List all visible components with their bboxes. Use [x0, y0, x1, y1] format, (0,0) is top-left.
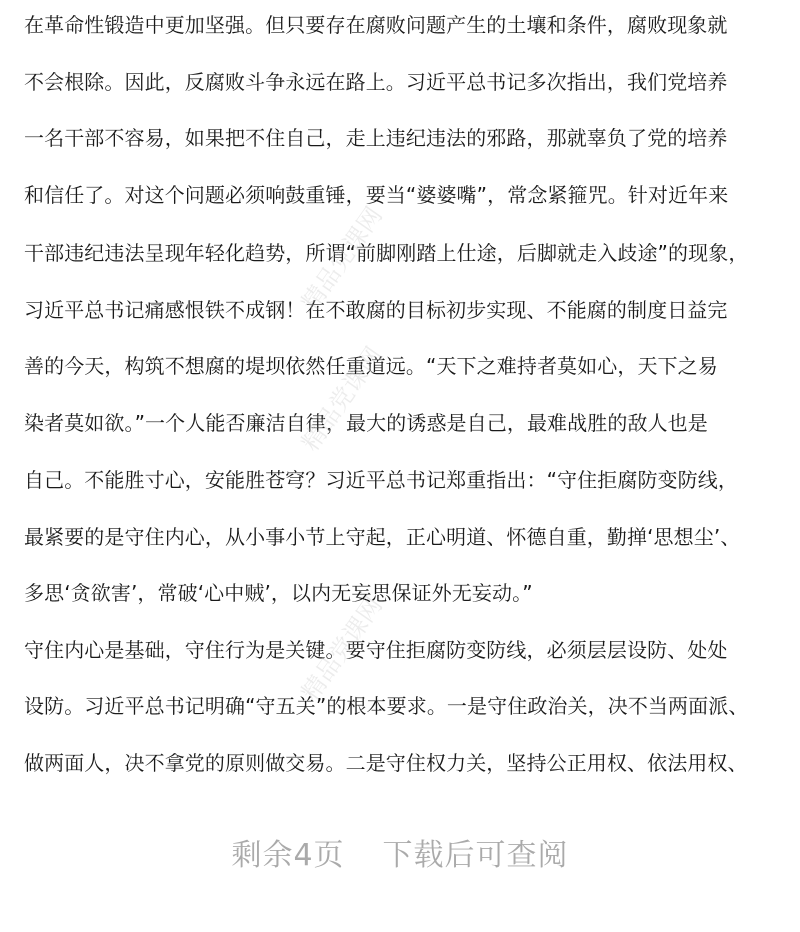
- download-prompt[interactable]: [0, 830, 800, 874]
- text-line-12: 守住内心是基础，守住行为是关键。要守住拒腐防变防线，必须层层设防、处处: [24, 638, 728, 662]
- text-line-2: 不会根除。因此，反腐败斗争永远在路上。习近平总书记多次指出，我们党培养: [24, 70, 728, 94]
- text-line-1: 在革命性锻造中更加坚强。但只要存在腐败问题产生的土壤和条件，腐败现象就: [24, 13, 728, 37]
- text-line-5: 干部违纪违法呈现年轻化趋势，所谓“前脚刚踏上仕途，后脚就走入歧途”的现象，: [24, 241, 749, 265]
- text-line-10: 最紧要的是守住内心，从小事小节上守起，正心明道、怀德自重，勤掸‘思想尘’、: [24, 525, 741, 549]
- text-line-9: 自己。不能胜寸心，安能胜苍穹？习近平总书记郑重指出：“守住拒腐防变防线，: [24, 468, 738, 492]
- watermark-text-c: 精品党课网: [296, 591, 388, 707]
- text-line-4: 和信任了。对这个问题必须响鼓重锤，要当“婆婆嘴”，常念紧箍咒。针对近年来: [24, 183, 729, 207]
- text-line-8: 染者莫如欲。”一个人能否廉洁自律，最大的诱惑是自己，最难战胜的敌人也是: [24, 411, 708, 435]
- text-line-3: 一名干部不容易，如果把不住自己，走上违纪违法的邪路，那就辜负了党的培养: [24, 126, 728, 150]
- text-line-13: 设防。习近平总书记明确“守五关”的根本要求。一是守住政治关，决不当两面派、: [24, 694, 749, 718]
- text-line-11: 多思‘贪欲害’，常破‘心中贼’，以内无妄思保证外无妄动。”: [24, 581, 533, 605]
- text-line-7: 善的今天，构筑不想腐的堤坝依然任重道远。“天下之难持者莫如心，天下之易: [24, 354, 718, 378]
- text-line-6: 习近平总书记痛感恨铁不成钢！在不敢腐的目标初步实现、不能腐的制度日益完: [24, 298, 728, 322]
- text-line-14: 做两面人，决不拿党的原则做交易。二是守住权力关，坚持公正用权、依法用权、: [24, 751, 748, 775]
- download-to-view-label: 下载后可查阅: [382, 838, 569, 873]
- watermark-text-a: 精品党课网: [296, 201, 388, 317]
- watermark-text-b: 精品党课网: [296, 341, 388, 457]
- remaining-pages-label: 剩余4页: [231, 838, 345, 873]
